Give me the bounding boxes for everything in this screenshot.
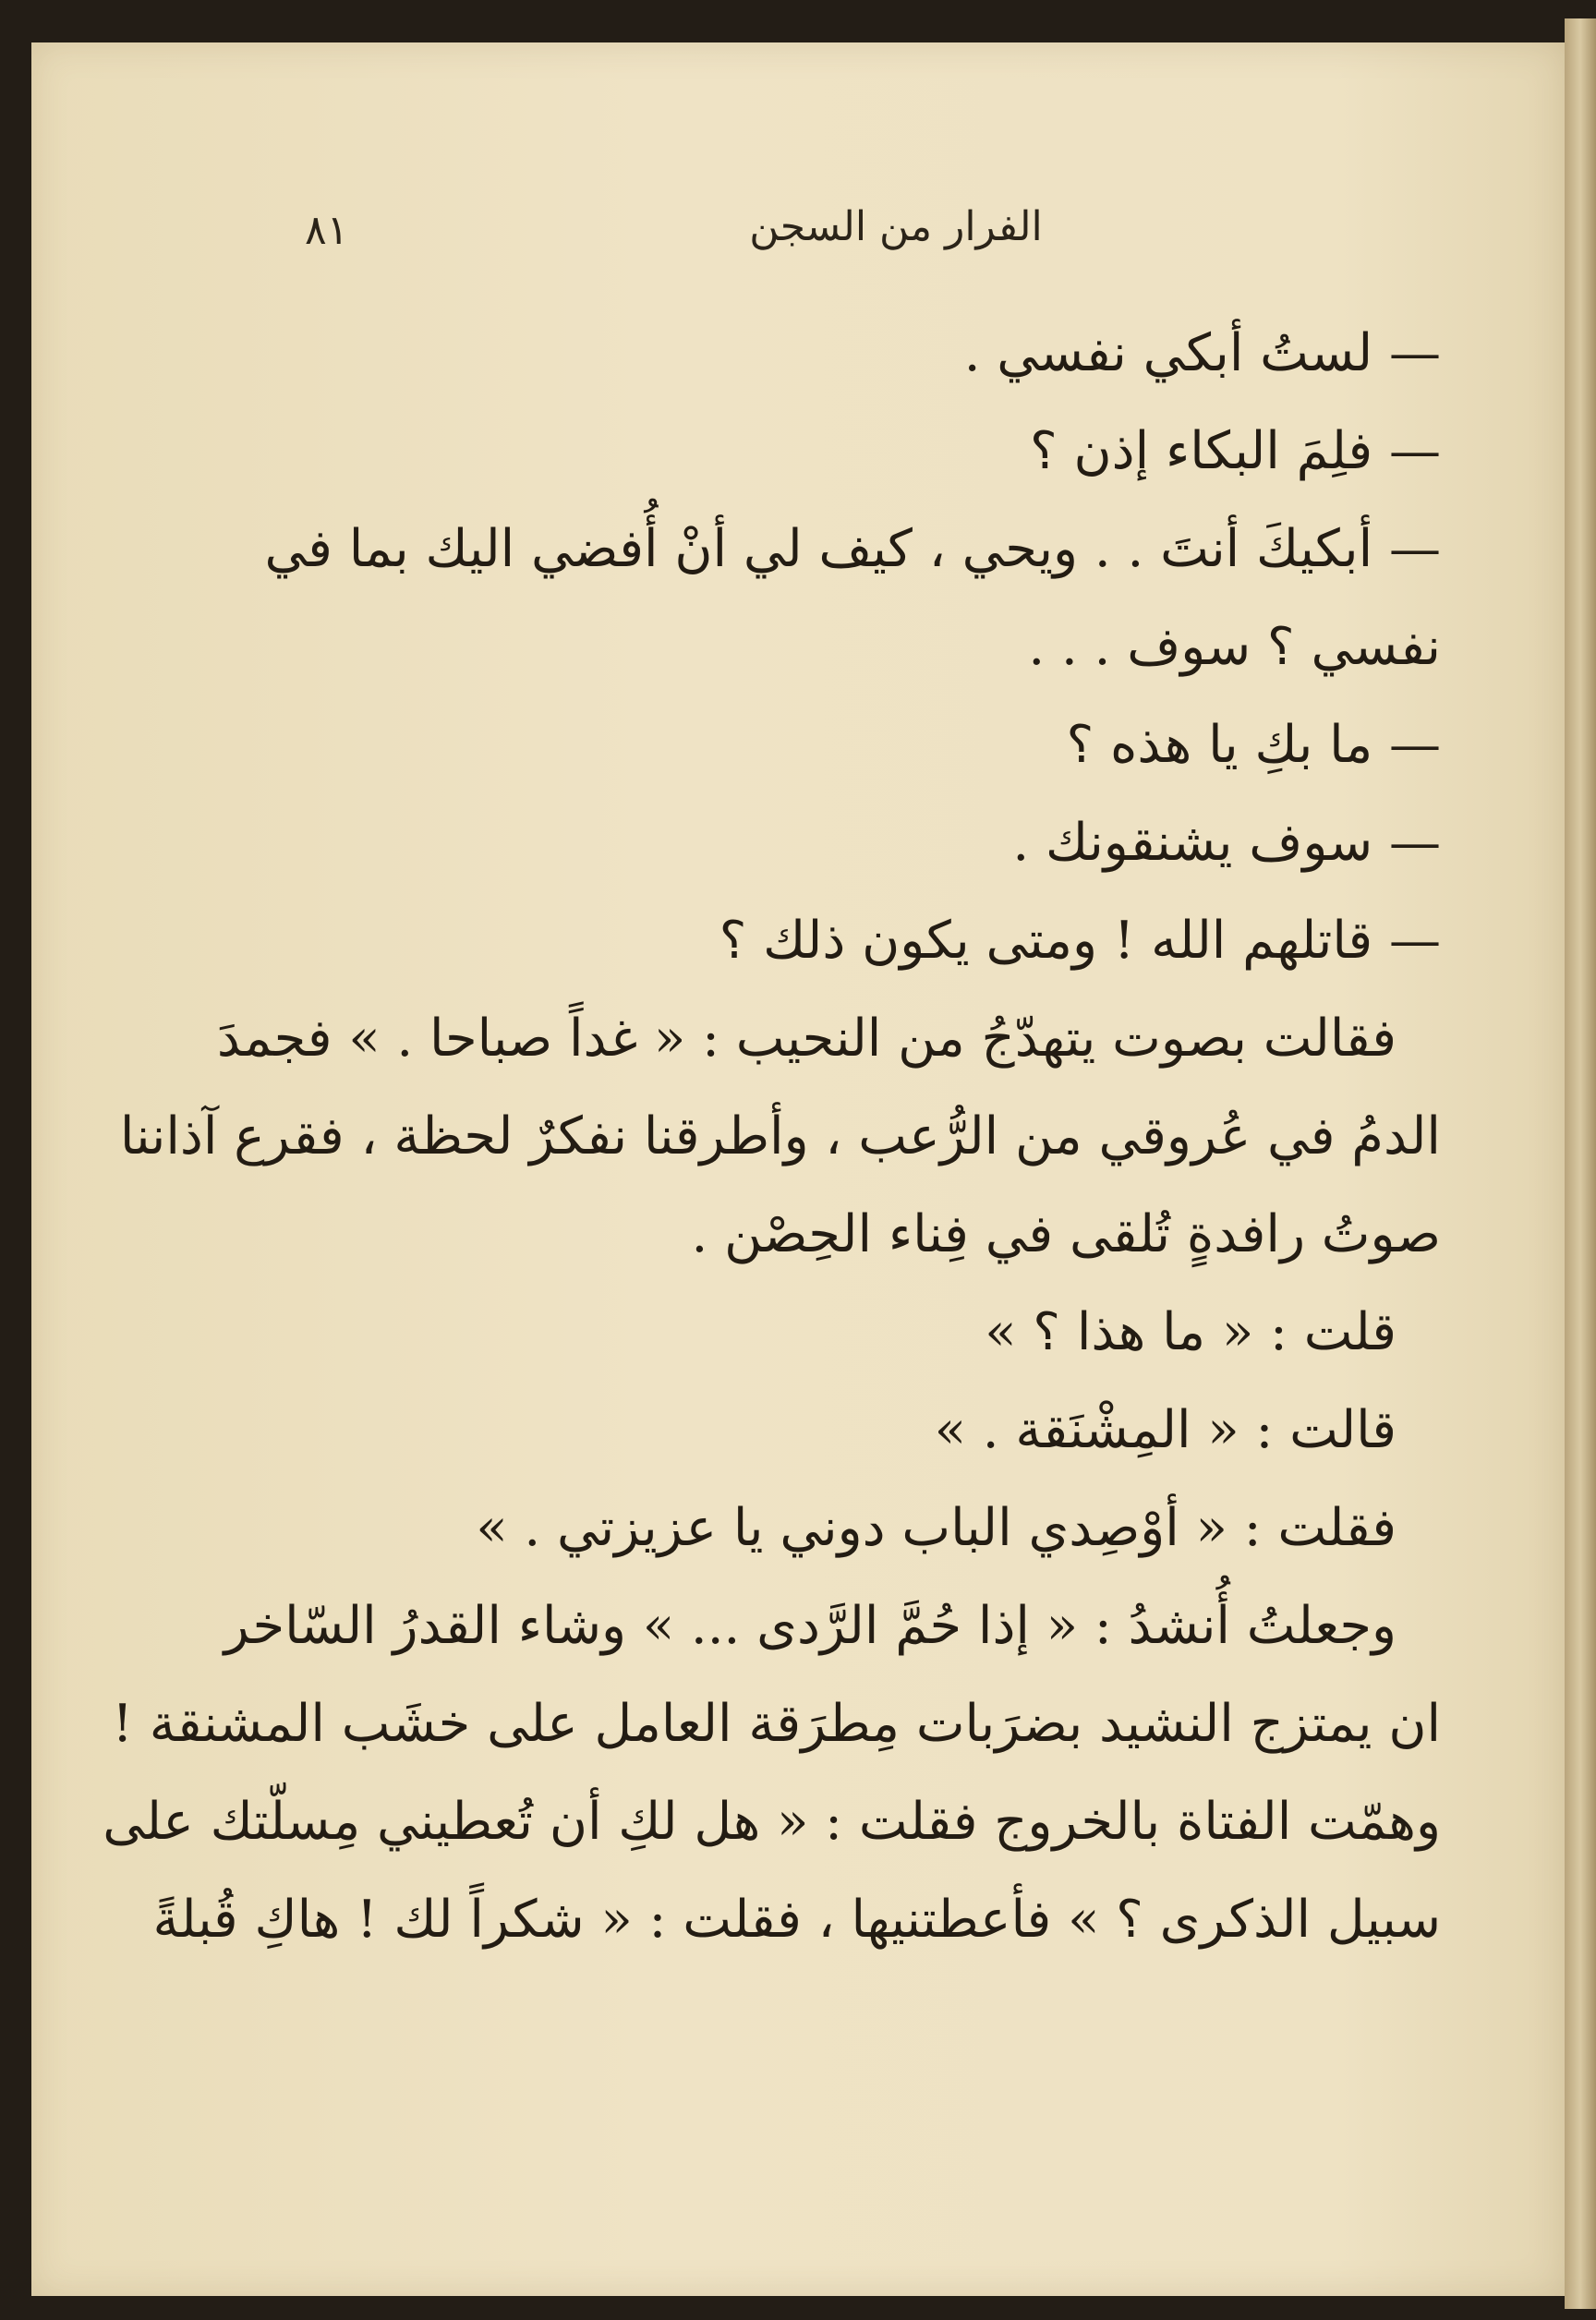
text-line: وجعلتُ أُنشدُ : « إذا حُمَّ الرَّدى ... » وشاء القدرُ السّاخر: [224, 1596, 1396, 1656]
running-title: الفرار من السجن: [749, 203, 1043, 250]
text-line: وهمّت الفتاة بالخروج فقلت : « هل لكِ أن تُعطيني مِسلّتك على: [103, 1792, 1441, 1852]
text-line: — سوف يشنقونك .: [1012, 813, 1441, 873]
page-number: ٨١: [305, 207, 349, 254]
text-line: نفسي ؟ سوف . . .: [1028, 617, 1441, 677]
page-header: [305, 194, 1376, 268]
text-line: صوتُ رافدةٍ تُلقى في فِناء الحِصْن .: [691, 1204, 1441, 1264]
text-line: — قاتلهم الله ! ومتى يكون ذلك ؟: [719, 911, 1441, 971]
text-line: سبيل الذكرى ؟ » فأعطتنيها ، فقلت : « شكراً لك ! هاكِ قُبلةً: [152, 1890, 1441, 1950]
text-line: قلت : « ما هذا ؟ »: [985, 1302, 1396, 1362]
text-line: — أبكيكَ أنتَ . . ويحي ، كيف لي أنْ أُفضي اليك بما في: [264, 519, 1441, 579]
text-line: الدمُ في عُروقي من الرُّعب ، وأطرقنا نفكرٌ لحظة ، فقرع آذاننا: [119, 1106, 1441, 1166]
text-line: — ما بكِ يا هذه ؟: [1066, 715, 1441, 775]
text-line: ان يمتزج النشيد بضرَبات مِطرَقة العامل على خشَب المشنقة !: [112, 1694, 1441, 1754]
body-text: [103, 305, 1441, 1969]
text-line: فقلت : « أوْصِدي الباب دوني يا عزيزتي . »: [476, 1498, 1396, 1558]
text-line: — فلِمَ البكاء إذن ؟: [1030, 421, 1441, 481]
next-page-edge: [1565, 18, 1596, 2309]
text-line: فقالت بصوت يتهدّجُ من النحيب : « غداً صباحا . » فجمدَ: [216, 1009, 1396, 1069]
text-line: قالت : « المِشْنَقة . »: [934, 1400, 1396, 1460]
text-line: — لستُ أبكي نفسي .: [963, 323, 1441, 383]
